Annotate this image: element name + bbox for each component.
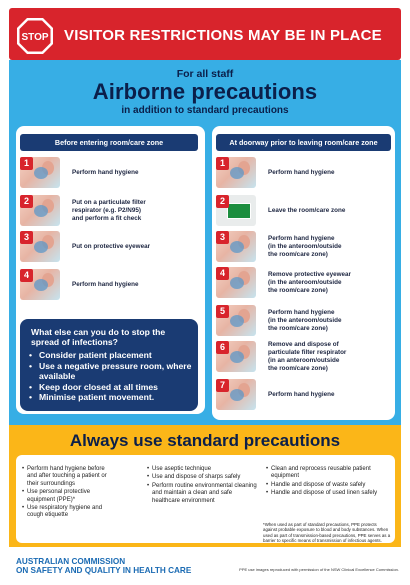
standard-precaution-item: • Use personal protective equipment (PPE)* bbox=[22, 489, 116, 504]
step-text-line: Perform hand hygiene bbox=[72, 169, 139, 176]
ppe-footnote: *When used as part of standard precautions, PPE protects against probable exposure to blood and body substances. When used as part of transmission-based precautions, PPE serves as a barrier to specific means of transmission of infectious agents. bbox=[263, 522, 391, 544]
step-number-badge: 3 bbox=[216, 231, 229, 244]
step-text bbox=[268, 235, 398, 258]
step-text bbox=[72, 243, 202, 251]
standard-precaution-item: • Handle and dispose of used linen safely bbox=[266, 490, 386, 497]
step-text-line: the room/care zone) bbox=[268, 364, 328, 372]
step-text bbox=[268, 169, 398, 177]
step-text-line: Perform hand hygiene bbox=[72, 281, 139, 288]
step-text-line: particulate filter respirator bbox=[268, 349, 347, 357]
standard-precaution-item: • Use aseptic technique bbox=[147, 466, 257, 473]
step-text bbox=[268, 271, 398, 294]
step-text bbox=[72, 199, 202, 222]
step-text-line: respirator (e.g. P2/N95) bbox=[72, 206, 141, 214]
step-number-badge: 2 bbox=[20, 195, 33, 208]
step-number-badge: 6 bbox=[216, 341, 229, 354]
step-text-line: and perform a fit check bbox=[72, 214, 142, 222]
commission-logo-line1: AUSTRALIAN COMMISSION bbox=[16, 557, 126, 566]
step-number-badge: 4 bbox=[20, 269, 33, 282]
permission-note: PPE use images reproduced with permission of the NSW Clinical Excellence Commission. bbox=[239, 567, 399, 572]
step-text bbox=[72, 169, 202, 177]
page-title: Airborne precautions bbox=[92, 79, 318, 104]
standard-precaution-item: • Handle and dispose of waste safely bbox=[266, 482, 386, 489]
step-number-badge: 3 bbox=[20, 231, 33, 244]
standard-precaution-item: • Use respiratory hygiene and cough etiquette bbox=[22, 505, 116, 520]
step-number-badge: 5 bbox=[216, 305, 229, 318]
step-number-badge: 1 bbox=[20, 157, 33, 170]
step-text bbox=[268, 207, 398, 215]
what-else-box bbox=[20, 319, 198, 411]
standard-list-col3 bbox=[266, 466, 386, 499]
step-text-line: (in an anteroom/outside bbox=[268, 356, 340, 364]
step-text-line: Remove and dispose of bbox=[268, 341, 339, 349]
standard-precaution-item: • Use and dispose of sharps safely bbox=[147, 474, 257, 481]
what-else-title: What else can you do to stop the spread of infections? bbox=[31, 327, 166, 347]
step-text-line: Leave the room/care zone bbox=[268, 207, 346, 214]
standard-list-col1 bbox=[22, 466, 116, 521]
before-entering-heading: Before entering room/care zone bbox=[20, 134, 198, 151]
what-else-item: • Minimise patient movement. bbox=[29, 392, 197, 403]
step-number-badge: 1 bbox=[216, 157, 229, 170]
step-text-line: (in the anteroom/outside bbox=[268, 278, 342, 286]
doorway-heading: At doorway prior to leaving room/care zone bbox=[216, 134, 391, 151]
step-text-line: Put on protective eyewear bbox=[72, 243, 151, 250]
standard-precautions-title: Always use standard precautions bbox=[69, 431, 341, 450]
step-text bbox=[268, 341, 398, 372]
step-text-line: (in the anteroom/outside bbox=[268, 316, 342, 324]
step-text-line: the room/care zone) bbox=[268, 250, 328, 258]
step-text-line: Perform hand hygiene bbox=[268, 169, 335, 176]
step-text-line: the room/care zone) bbox=[268, 324, 328, 332]
step-text-line: Perform hand hygiene bbox=[268, 235, 335, 243]
page-subtitle: in addition to standard precautions bbox=[121, 105, 289, 116]
standard-precaution-item: • Perform routine environmental cleaning and maintain a clean and safe healthcare environment bbox=[147, 483, 257, 505]
step-text bbox=[72, 281, 202, 289]
step-text-line: (in the anteroom/outside bbox=[268, 242, 342, 250]
step-text-line: the room/care zone) bbox=[268, 286, 328, 294]
step-text bbox=[268, 391, 398, 399]
stop-sign-icon bbox=[16, 17, 54, 55]
header-title: VISITOR RESTRICTIONS MAY BE IN PLACE bbox=[64, 27, 382, 44]
standard-list-col2 bbox=[147, 466, 257, 506]
what-else-item: • Keep door closed at all times bbox=[29, 382, 197, 393]
what-else-list bbox=[29, 350, 197, 403]
step-number-badge: 7 bbox=[216, 379, 229, 392]
what-else-item: • Use a negative pressure room, where available bbox=[29, 361, 197, 382]
stop-text: STOP bbox=[21, 32, 49, 43]
commission-logo bbox=[16, 557, 191, 575]
step-text-line: Perform hand hygiene bbox=[268, 309, 335, 317]
what-else-item: • Consider patient placement bbox=[29, 350, 197, 361]
step-number-badge: 2 bbox=[216, 195, 229, 208]
step-text-line: Perform hand hygiene bbox=[268, 391, 335, 398]
step-number-badge: 4 bbox=[216, 267, 229, 280]
step-text-line: Remove protective eyewear bbox=[268, 271, 351, 279]
for-all-staff-label: For all staff bbox=[176, 68, 234, 80]
step-text bbox=[268, 309, 398, 332]
step-text-line: Put on a particulate filter bbox=[72, 199, 146, 207]
commission-logo-line2: ON SAFETY AND QUALITY IN HEALTH CARE bbox=[16, 566, 192, 576]
standard-precaution-item: • Clean and reprocess reusable patient equipment bbox=[266, 466, 386, 481]
standard-precaution-item: • Perform hand hygiene before and after touching a patient or their surroundings bbox=[22, 466, 116, 488]
